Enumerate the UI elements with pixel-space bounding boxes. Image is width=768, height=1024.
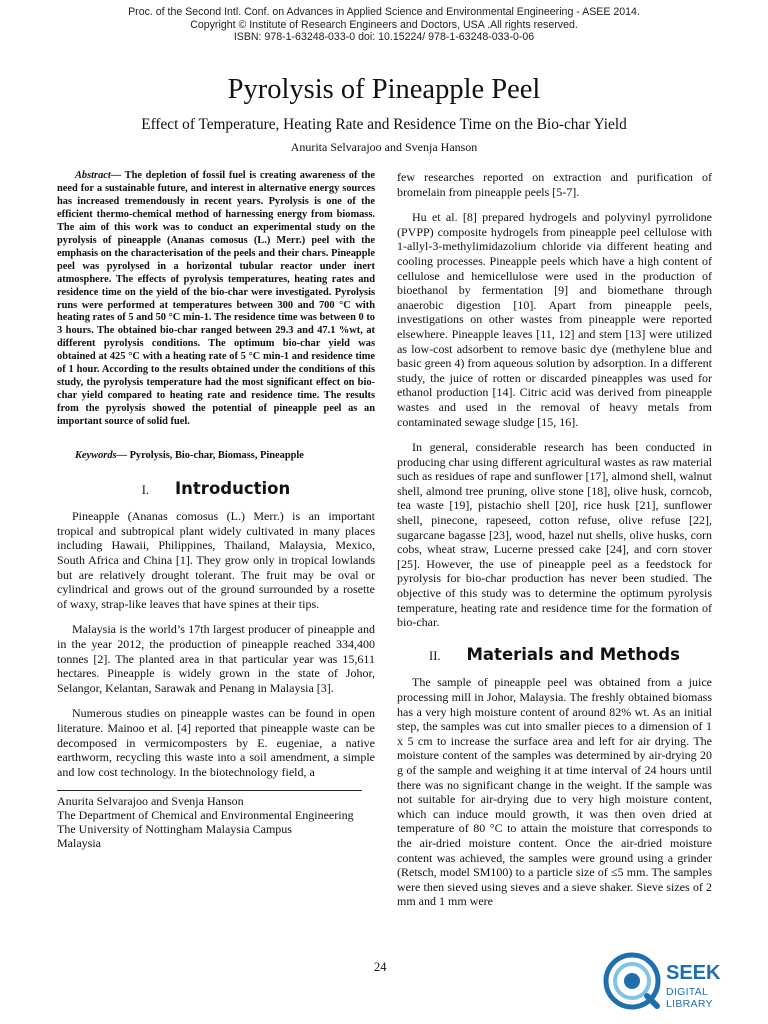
methods-paragraph-1: The sample of pineapple peel was obtained from a juice processing mill in Johor, Malaysia. The freshly obtained biomass has a very high moisture content of around 82% wt. As an initial step, the samples was cut into smaller pieces to a dimension of 1 x 5 cm to increase the surface area and left for air drying. The moisture content of the samples was determined by air-drying 20 g of the sample and weighing it at time interval of 24 hours until there was no significant change in the weight. If the sample was not suitable for air-drying due to very high moisture content, which can induce mould growth, it was then oven dried at temperature of 80 °C to attain the moisture that corresponds to the air-dried moisture content. Once the air-dried moisture content was achieved, the samples were ground using a grinder (Retsch, model SM100) to a particle size of ≤5 mm. The samples were then sieved using sieves and a sieve shaker. Sieve sizes of 2 mm and 1 mm were	[397, 675, 712, 909]
right-paragraph-1: Hu et al. [8] prepared hydrogels and polyvinyl pyrrolidone (PVPP) composite hydrogels from pineapple peel cellulose with 1-allyl-3-methylimidazolium chloride via different heating and cooling processes. Pineapple peels which have a high content of cellulose and hemicellulose were used in the production of bioethanol by fermentation [9] and biomethane through anaerobic digestion [10]. Apart from pineapple peels, investigations on other wastes from pineapple were reported elsewhere. Pineapple leaves [11, 12] and stem [13] were utilized as low-cost adsorbent to remove basic dye (methylene blue and basic green 4) from aqueous solution by adsorption. In a different study, the juice of rotten or discarded pineapples was used for ethanol production [14]. Citric acid was derived from pineapple wastes and used in the removal of heavy metals from contaminated sewage sludge [15, 16].	[397, 210, 712, 429]
keywords-label: Keywords—	[75, 450, 127, 462]
footnote-line-1: Anurita Selvarajoo and Svenja Hanson	[57, 794, 244, 809]
paper-subtitle: Effect of Temperature, Heating Rate and Residence Time on the Bio-char Yield	[141, 116, 627, 133]
section-number: II.	[429, 648, 441, 663]
header-line-1: Proc. of the Second Intl. Conf. on Advances in Applied Science and Environmental Engineering - ASEE 2014.	[128, 6, 640, 18]
header-line-2: Copyright © Institute of Research Engineers and Doctors, USA .All rights reserved.	[190, 18, 578, 31]
paper-authors: Anurita Selvarajoo and Svenja Hanson	[290, 140, 478, 154]
footnote-line-3: The University of Nottingham Malaysia Campus	[57, 822, 292, 837]
abstract-label: Abstract—	[75, 170, 122, 181]
header-line-3: ISBN: 978-1-63248-033-0 doi: 10.15224/ 978-1-63248-033-0-06	[233, 31, 535, 44]
right-paragraph-0: few researches reported on extraction and purification of bromelain from pineapple peels [5-7].	[397, 170, 712, 199]
page-number: 24	[374, 960, 387, 974]
seek-logo-word: SEEK	[666, 962, 721, 984]
right-column	[397, 170, 712, 920]
abstract-text: The depletion of fossil fuel is creating awareness of the need for a sustainable future, and interest in alternative energy sources has increased tremendously in recent years. Pyrolysis is one of the efficient thermo-chemical method of harnessing energy from biomass. The aim of this work was to conduct an experimental study on the pyrolysis of pineapple (Ananas comosus (L.) Merr.) peel with the emphasis on the characterisation of the peels and their chars. Pineapple peel was pyrolysed in a horizontal tubular reactor under inert atmosphere. The effects of pyrolysis temperatures, heating rates and residence time on the yield of the bio-char were investigated. Pyrolysis runs were performed at temperatures between 300 and 700 °C with heating rates of 5 and 50 °C min-1. The residence time was between 0 to 3 hours. The obtained bio-char ranged between 29.3 and 47.1 %wt, at different pyrolysis conditions. The optimum bio-char yield was obtained at 425 °C with a heating rate of 5 °C min-1 and residence time of 1 hour. According to the results obtained under the conditions of this study, the pyrolysis temperature had the most significant effect on bio-char yield compared to heating rate and residence time. The results from the pyrolysis showed the potential of pineapple peel as an important source of solid fuel.	[57, 170, 375, 428]
footnote-divider	[57, 790, 362, 791]
footnote-line-4: Malaysia	[57, 836, 101, 851]
section-number: I.	[141, 482, 150, 497]
keywords-text: Pyrolysis, Bio-char, Biomass, Pineapple	[126, 450, 304, 462]
section-heading-introduction	[57, 478, 375, 498]
footnote-line-2: The Department of Chemical and Environmental Engineering	[57, 808, 354, 823]
keywords	[57, 449, 375, 464]
paper-title: Pyrolysis of Pineapple Peel	[227, 74, 541, 105]
section-heading-materials	[397, 644, 712, 664]
intro-paragraph-3: Numerous studies on pineapple wastes can be found in open literature. Mainoo et al. [4] reported that pineapple waste can be decomposed in vermicomposters by E. eugeniae, a native earthworm, recycling this waste into a soil amendment, a simple and low cost technology. In the biotechnology field, a	[57, 706, 375, 779]
conference-header	[0, 6, 768, 44]
right-paragraph-2: In general, considerable research has been conducted in producing char using different agricultural wastes as raw material such as residues of rape and sunflower [17], almond shell, walnut shell, almond tree pruning, olive stone [18], olive husk, corncob, tea waste [19], pistachio shell [20], rice husk [21], sunflower shell, pinecone, rapeseed, cotton refuse, olive refuse [22], sugarcane bagasse [23], wood, hazel nut shells, olive husks, corn cobs, wheat straw, Lucerne pressed cake [24], and corn stover [25]. However, the use of pineapple peel as a feedstock for pyrolysis for bio-char production has never been studied. The objective of this study was to determine the optimum pyrolysis temperature, heating rate and residence time for the formation of bio-char.	[397, 440, 712, 630]
section-title: Introduction	[175, 478, 291, 498]
seek-logo-subtitle: DIGITAL LIBRARY	[666, 986, 713, 1010]
intro-paragraph-2: Malaysia is the world’s 17th largest producer of pineapple and in the year 2012, the production of pineapple reached 334,400 tonnes [2]. The planted area in that particular year was 15,611 hectares. Pineapple is widely grown in the state of Johor, Selangor, Kelantan, Sarawak and Penang in Malaysia [3].	[57, 622, 375, 695]
left-column	[57, 170, 375, 850]
intro-paragraph-1: Pineapple (Ananas comosus (L.) Merr.) is an important tropical and subtropical plant widely cultivated in many places including Hawaii, Philippines, Thailand, Malaysia, Mexico, South Africa and China [1]. They grow only in tropical lowlands but are relatively drought tolerant. The fruit may be oval or cylindrical and grows out of the ground surrounded by a rosette of waxy, strap-like leaves that have spines at their tips.	[57, 509, 375, 611]
seek-logo	[603, 952, 753, 1010]
seek-logo-icon	[603, 952, 661, 1010]
section-title: Materials and Methods	[466, 644, 680, 664]
abstract	[57, 170, 375, 429]
